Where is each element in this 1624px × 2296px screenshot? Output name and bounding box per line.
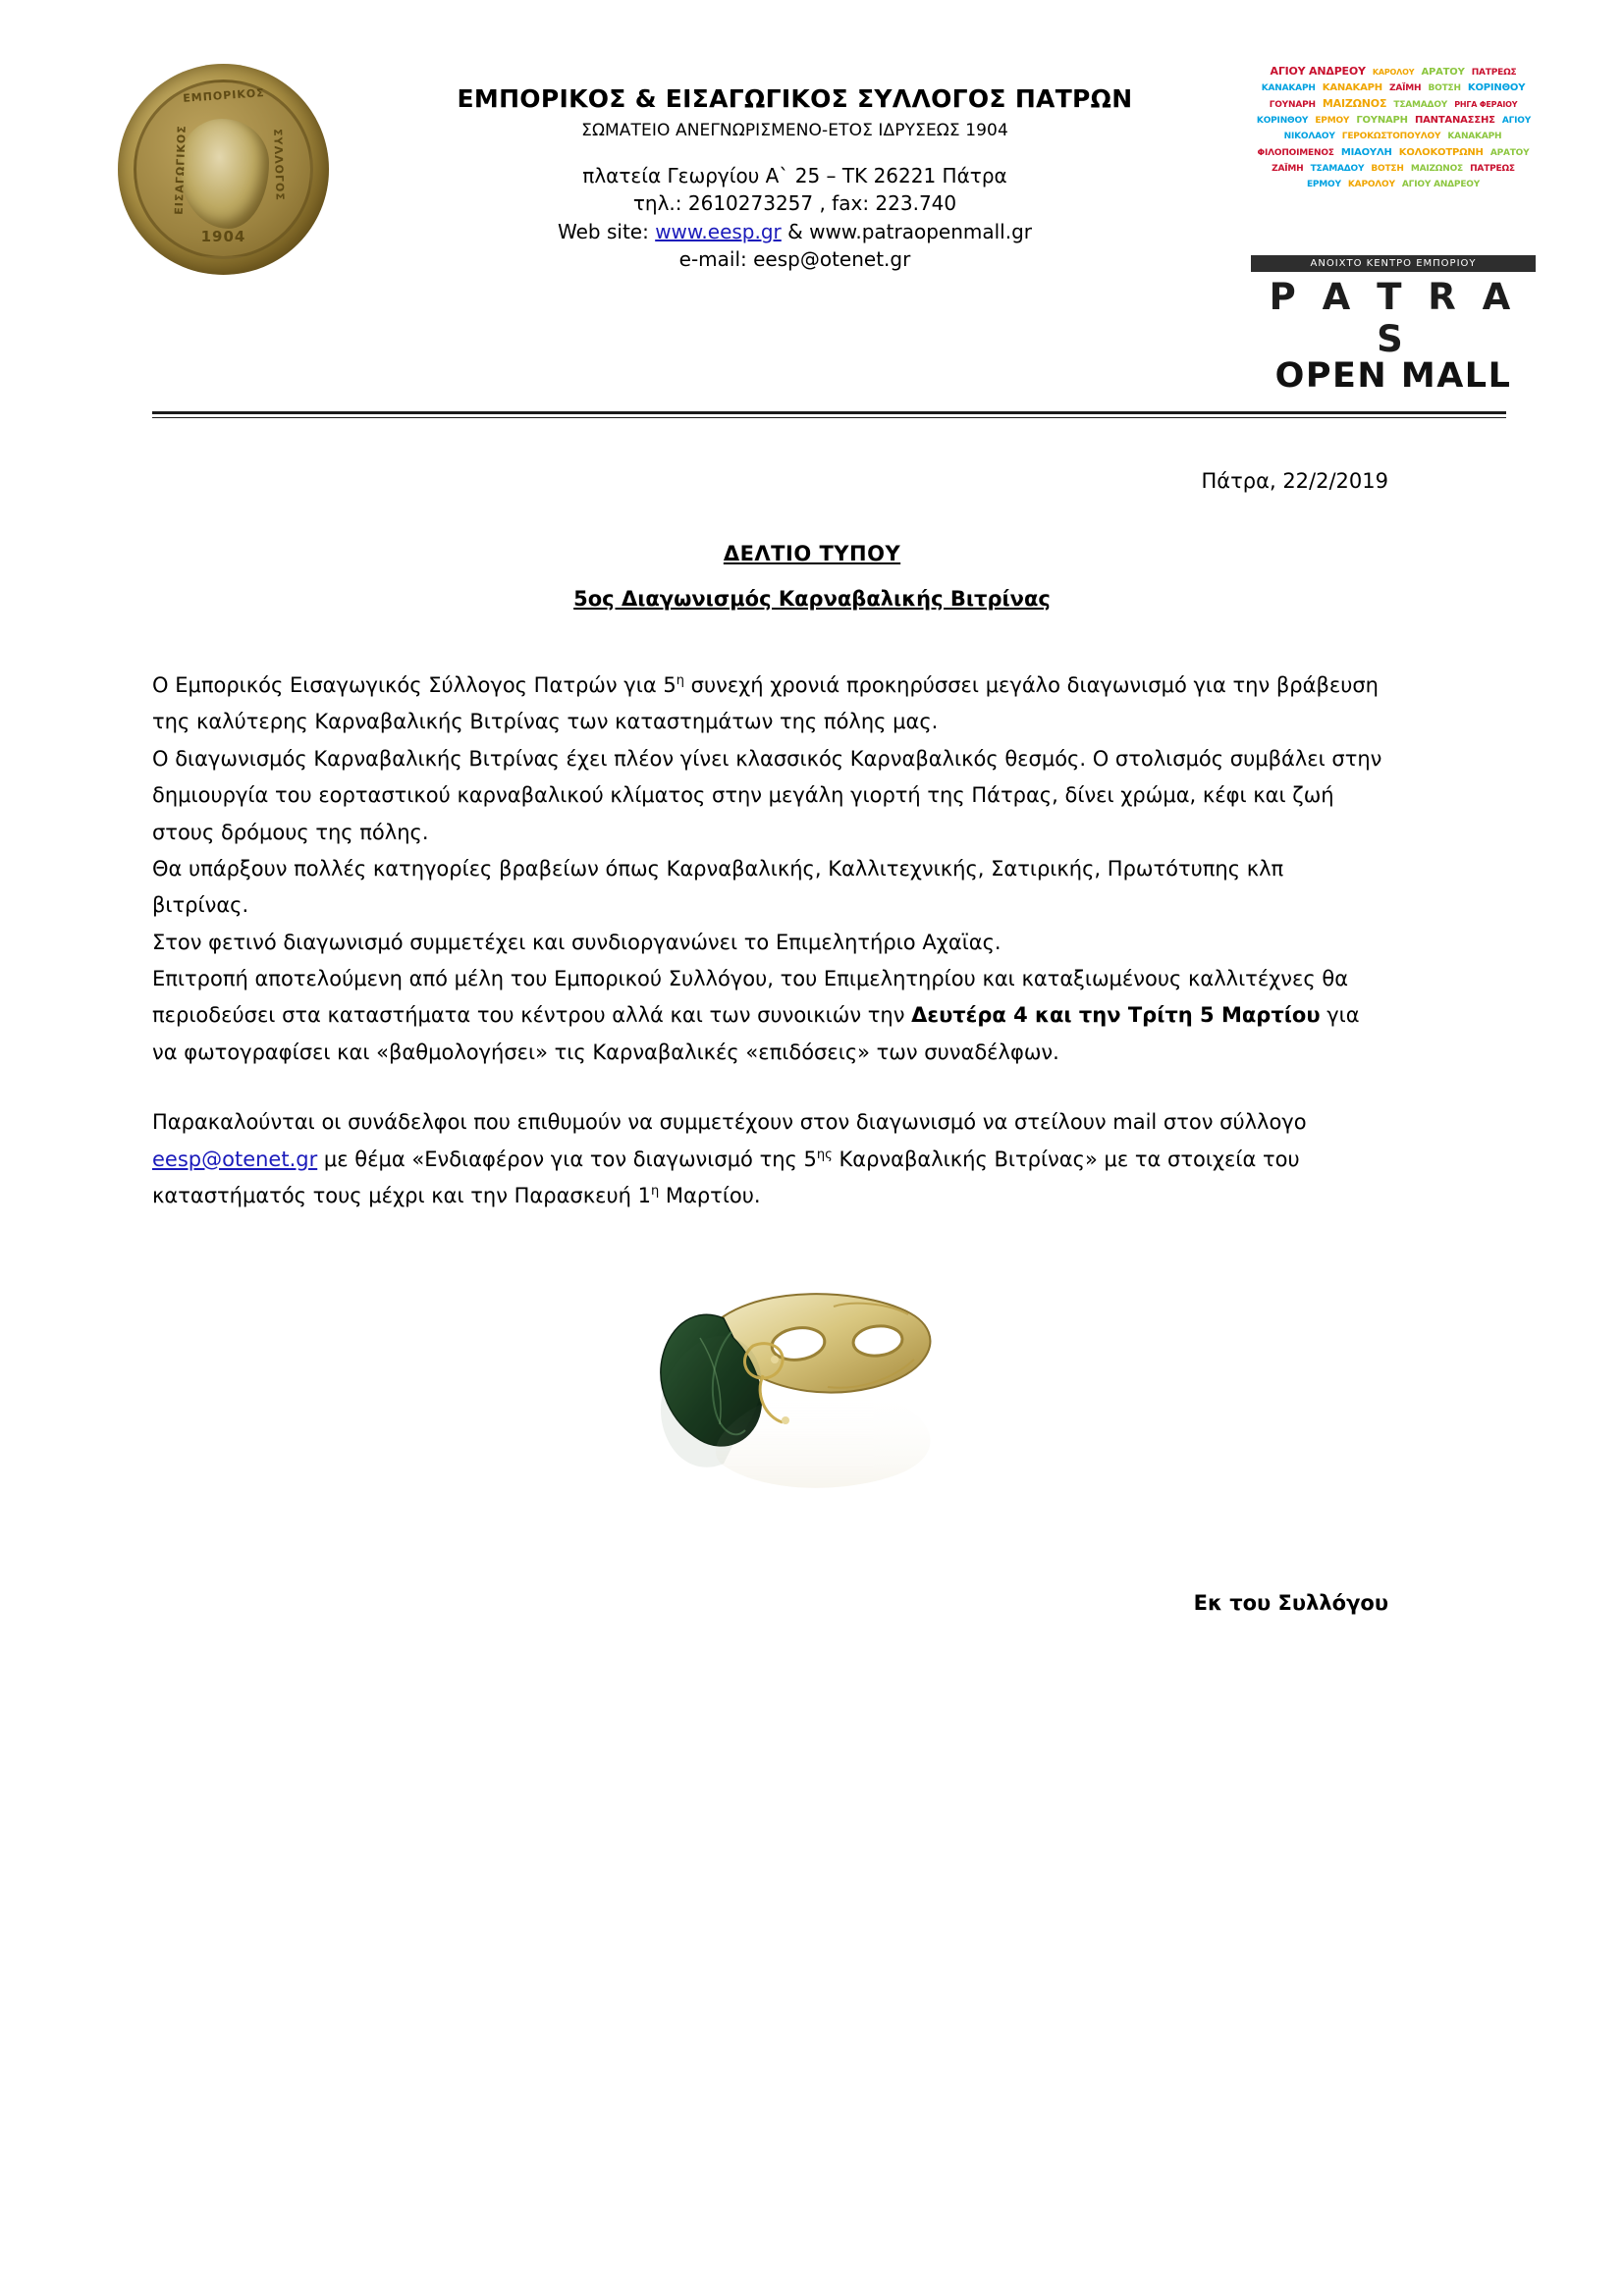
mall-openmall-label: OPEN MALL [1274,356,1512,396]
seal-text-left: ΕΙΣΑΓΩΓΙΚΟΣ [172,124,189,215]
signature-line: Εκ του Συλλόγου [1193,1591,1388,1616]
address-line: πλατεία Γεωργίου Α` 25 – ΤΚ 26221 Πάτρα [582,164,1007,187]
paragraph-4: Στον φετινό διαγωνισμό συμμετέχει και συνδιοργανώνει το Επιμελητήριο Αχαϊας. [152,930,1001,954]
document-date: Πάτρα, 22/2/2019 [1201,469,1388,493]
paragraph-6-part-d: Μαρτίου. [659,1183,761,1207]
paragraph-5-part-b: για να φωτογραφίσει και «βαθμολογήσει» τις Καρναβαλικές «επιδόσεις» των συναδέλφων. [152,1003,1360,1064]
paragraph-5-part-a: Επιτροπή αποτελούμενη από μέλη του Εμπορικού Συλλόγου, του Επιμελητηρίου και καταξιωμένους καλλιτέχνες θα περιοδεύσει στα καταστήματα του κέντρου αλλά και των συνοικιών την [152,967,1349,1028]
seal-text-right: ΣΥΛΛΟΓΟΣ [271,129,287,202]
header-divider [152,411,1506,418]
document-body [0,667,1624,1214]
paragraph-6 [152,1104,1383,1214]
paragraph-1-part-b: συνεχή χρονιά προκηρύσσει μεγάλο διαγωνισμό για την βράβευση της καλύτερης Καρναβαλικής Βιτρίνας των καταστημάτων της πόλης μας. [152,673,1379,734]
paragraph-1 [152,667,1383,741]
mall-strip-label: ΑΝΟΙΧΤΟ ΚΕΝΤΡΟ ΕΜΠΟΡΙΟΥ [1251,255,1536,272]
paragraph-6-part-a: Παρακαλούνται οι συνάδελφοι που επιθυμούν να συμμετέχουν στον διαγωνισμό να στείλουν mail στον σύλλογο [152,1110,1307,1135]
seal-year: 1904 [200,228,246,245]
carnival-mask-image [0,1248,1624,1532]
paragraph-spacer [152,1071,1383,1104]
email-value: eesp@otenet.gr [753,247,911,272]
association-seal-logo [118,64,329,275]
page-subtitle: 5ος Διαγωνισμός Καρναβαλικής Βιτρίνας [573,587,1051,611]
street-names-wordcloud: ΑΓΙΟΥ ΑΝΔΡΕΟΥ ΚΑΡΟΛΟΥ ΑΡΑΤΟΥ ΠΑΤΡΕΩΣ ΚΑΝΑΚΑΡΗ ΚΑΝΑΚΑΡΗ ΖΑΪΜΗ ΒΟΤΣΗ ΚΟΡΙΝΘΟΥ ΓΟΥΝΑΡΗ ΜΑΙΖΩΝΟΣ ΤΣΑΜΑΔΟΥ ΡΗΓΑ ΦΕΡΑΙΟΥ ΚΟΡΙΝΘΟΥ ΕΡΜΟΥ ΓΟΥΝΑΡΗ ΠΑΝΤΑΝΑΣΣΗΣ ΑΓΙΟΥ ΝΙΚΟΛΑΟΥ ΓΕΡΟΚΩΣΤΟΠΟΥΛΟΥ ΚΑΝΑΚΑΡΗ ΦΙΛΟΠΟΙΜΕΝΟΣ ΜΙΑΟΥΛΗ ΚΟΛΟΚΟΤΡΩΝΗ ΑΡΑΤΟΥ ΖΑΪΜΗ ΤΣΑΜΑΔΟΥ ΒΟΤΣΗ ΜΑΙΖΩΝΟΣ ΠΑΤΡΕΩΣ ΕΡΜΟΥ ΚΑΡΟΛΟΥ ΑΓΙΟΥ ΑΝΔΡΕΟΥ [1256,65,1532,190]
letterhead [0,0,1624,396]
paragraph-2: Ο διαγωνισμός Καρναβαλικής Βιτρίνας έχει πλέον γίνει κλασσικός Καρναβαλικός θεσμός. Ο στολισμός συμβάλει στην δημιουργία του εορταστικού καρναβαλικού κλίματος στην μεγάλη γιορτή της Πάτρας, δίνει χρώμα, κέφι και ζωή στους δρόμους της πόλης. [152,746,1382,844]
paragraph-6-superscript-1: ης [816,1147,833,1162]
mall-patras-label: P A T R A S [1269,276,1518,360]
organization-contact [339,162,1251,274]
paragraph-5-dates: Δευτέρα 4 και την Τρίτη 5 Μαρτίου [911,1003,1321,1028]
paragraph-1-superscript: η [676,673,684,688]
website-line [339,218,1251,245]
email-label: e-mail: [678,247,747,272]
paragraph-5 [152,961,1383,1071]
page-title: ΔΕΛΤΙΟ ΤΥΠΟΥ [723,542,901,565]
organization-details [329,54,1251,274]
patras-open-mall-logo [1251,62,1536,396]
carnival-mask-illustration [606,1248,1018,1522]
paragraph-1-part-a: Ο Εμπορικός Εισαγωγικός Σύλλογος Πατρών για 5 [152,673,677,697]
paragraph-6-part-b: με θέμα «Ενδιαφέρον για τον διαγωνισμό της 5 [317,1147,817,1171]
website-secondary: & www.patraopenmall.gr [787,219,1032,243]
email-link[interactable]: eesp@otenet.gr [152,1147,318,1171]
paragraph-6-superscript-2: η [650,1183,660,1199]
website-link[interactable]: www.eesp.gr [655,219,782,243]
paragraph-3: Θα υπάρξουν πολλές κατηγορίες βραβείων όπως Καρναβαλικής, Καλλιτεχνικής, Σατιρικής, Πρωτότυπης κλπ βιτρίνας. [152,856,1284,918]
seal-text-top: ΕΜΠΟΡΙΚΟΣ [182,86,265,105]
phone-line: τηλ.: 2610273257 , fax: 223.740 [632,191,957,216]
email-line [339,245,1251,273]
website-label: Web site: [558,219,649,243]
paragraph-6-part-c: Καρναβαλικής Βιτρίνας» με τα στοιχεία του καταστήματός τους μέχρι και την Παρασκευή 1 [152,1147,1300,1207]
organization-subtitle: ΣΩΜΑΤΕΙΟ ΑΝΕΓΝΩΡΙΣΜΕΝΟ-ΕΤΟΣ ΙΔΡΥΣΕΩΣ 1904 [581,121,1008,140]
organization-title: ΕΜΠΟΡΙΚΟΣ & ΕΙΣΑΓΩΓΙΚΟΣ ΣΥΛΛΟΓΟΣ ΠΑΤΡΩΝ [457,84,1133,113]
